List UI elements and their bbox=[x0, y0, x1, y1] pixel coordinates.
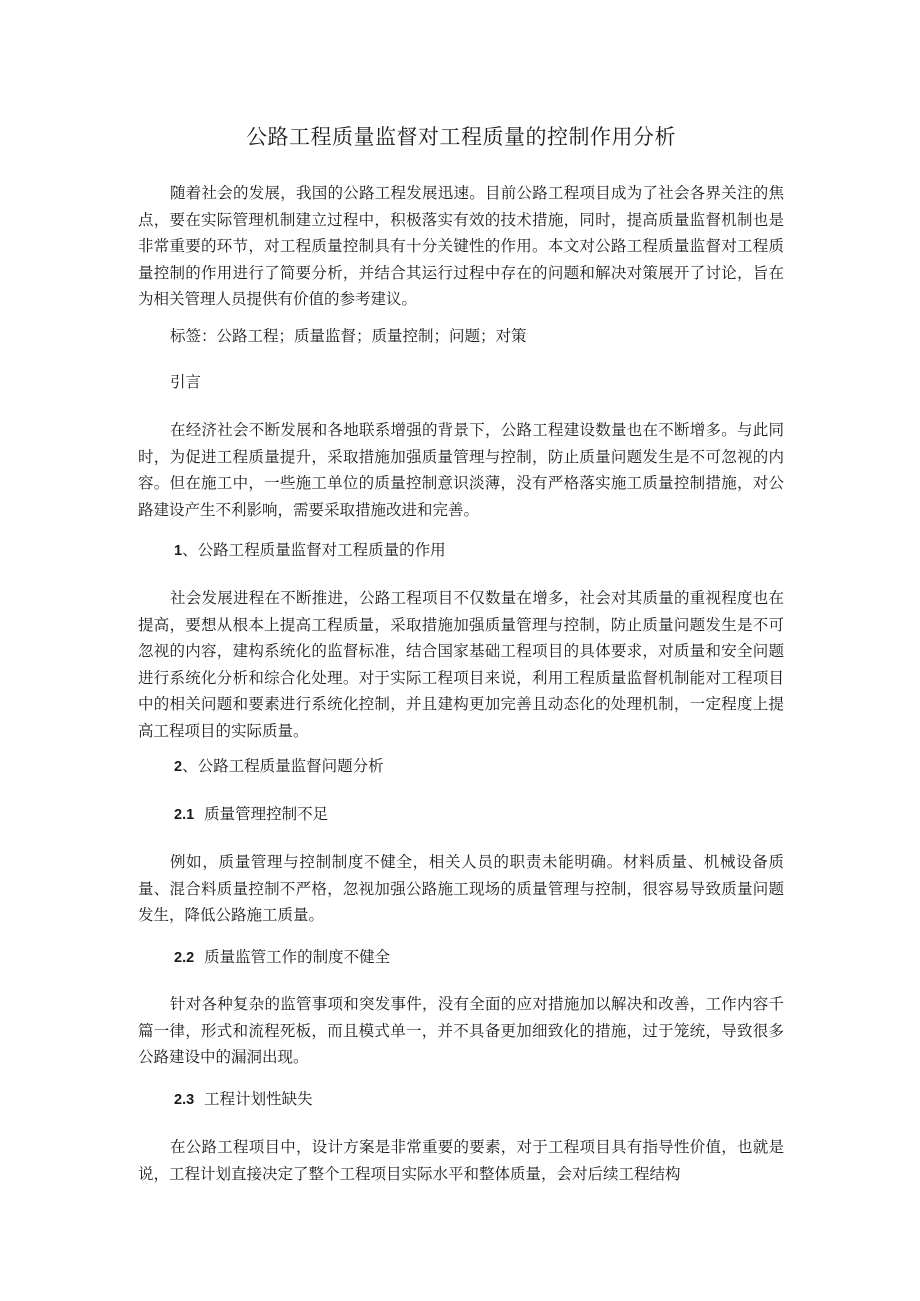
section-title: 质量管理控制不足 bbox=[204, 805, 329, 823]
section-number: 2.3 bbox=[174, 1092, 195, 1108]
section-2-1-body: 例如，质量管理与控制制度不健全，相关人员的职责未能明确。材料质量、机械设备质量、混合料质量控制不严格，忽视加强公路施工现场的质量管理与控制，很容易导致质量问题发生，降低公路施工质量。 bbox=[138, 853, 784, 924]
section-title: 工程计划性缺失 bbox=[204, 1090, 313, 1108]
intro-paragraph: 在经济社会不断发展和各地联系增强的背景下，公路工程建设数量也在不断增多。与此同时，为促进工程质量提升，采取措施加强质量管理与控制，防止质量问题发生是不可忽视的内容。但在施工中，一些施工单位的质量控制意识淡薄，没有严格落实施工质量控制措施，对公路建设产生不利影响，需要采取措施改进和完善。 bbox=[138, 421, 784, 519]
section-number: 1 bbox=[174, 543, 183, 559]
section-1-body: 社会发展进程在不断推进，公路工程项目不仅数量在增多，社会对其质量的重视程度也在提高，要想从根本上提高工程质量，采取措施加强质量管理与控制，防止质量问题发生是不可忽视的内容，建构系统化的监督标准，结合国家基础工程项目的具体要求，对质量和安全问题进行系统化分析和综合化处理。对于实际工程项目来说，利用工程质量监督机制能对工程项目中的相关问题和要素进行系统化控制，并且建构更加完善且动态化的处理机制，一定程度上提高工程项目的实际质量。 bbox=[138, 589, 784, 740]
section-sep: 、 bbox=[182, 541, 198, 559]
section-number: 2.2 bbox=[174, 950, 195, 966]
abstract-paragraph: 随着社会的发展，我国的公路工程发展迅速。目前公路工程项目成为了社会各界关注的焦点，要在实际管理机制建立过程中，积极落实有效的技术措施，同时，提高质量监督机制也是非常重要的环节，对工程质量控制具有十分关键性的作用。本文对公路工程质量监督对工程质量控制的作用进行了简要分析，并结合其运行过程中存在的问题和解决对策展开了讨论，旨在为相关管理人员提供有价值的参考建议。 bbox=[138, 184, 784, 308]
section-title: 质量监管工作的制度不健全 bbox=[204, 948, 391, 966]
keywords-line: 标签：公路工程；质量监督；质量控制；问题；对策 bbox=[170, 327, 527, 345]
section-title: 公路工程质量监督问题分析 bbox=[197, 757, 384, 775]
section-title: 公路工程质量监督对工程质量的作用 bbox=[197, 541, 446, 559]
section-2-heading bbox=[174, 753, 384, 781]
section-2-1-heading bbox=[174, 801, 328, 829]
section-number: 2 bbox=[174, 759, 183, 775]
section-2-2-heading bbox=[174, 944, 390, 972]
section-2-3-body: 在公路工程项目中，设计方案是非常重要的要素，对于工程项目具有指导性价值，也就是说，工程计划直接决定了整个工程项目实际水平和整体质量，会对后续工程结构 bbox=[138, 1138, 784, 1183]
section-2-3-heading bbox=[174, 1086, 313, 1114]
intro-heading: 引言 bbox=[170, 373, 202, 391]
document-title: 公路工程质量监督对工程质量的控制作用分析 bbox=[246, 125, 676, 149]
section-1-heading bbox=[174, 537, 446, 565]
section-number: 2.1 bbox=[174, 807, 195, 823]
section-sep: 、 bbox=[182, 757, 198, 775]
section-2-2-body: 针对各种复杂的监管事项和突发事件，没有全面的应对措施加以解决和改善，工作内容千篇一律，形式和流程死板，而且模式单一，并不具备更加细致化的措施，过于笼统，导致很多公路建设中的漏洞出现。 bbox=[138, 995, 784, 1066]
